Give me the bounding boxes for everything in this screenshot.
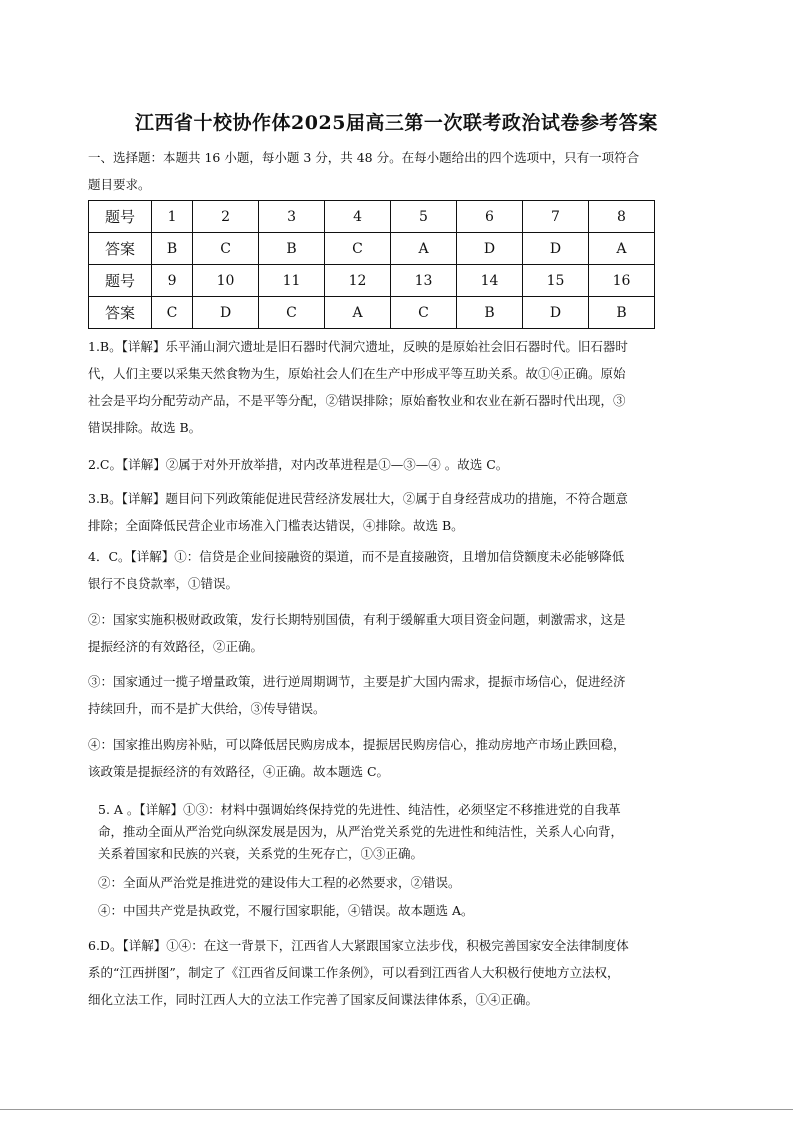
page-title: 江西省十校协作体2025届高三第一次联考政治试卷参考答案 xyxy=(135,112,658,134)
table-cell: C xyxy=(325,233,391,265)
table-row xyxy=(89,233,655,265)
table-cell: 13 xyxy=(391,265,457,297)
row-label: 题号 xyxy=(89,265,152,297)
text-line: 题目要求。 xyxy=(88,177,151,192)
table-cell: 11 xyxy=(259,265,325,297)
table-cell: B xyxy=(588,297,654,329)
explanation-q5-point2 xyxy=(98,872,703,894)
table-cell: C xyxy=(193,233,259,265)
text-line: 系的“江西拼图”，制定了《江西省反间谍工作条例》，可以看到江西省人大积极行使地方立法权， xyxy=(88,965,620,980)
text-line: ④：国家推出购房补贴，可以降低居民购房成本，提振居民购房信心，推动房地产市场止跌回稳， xyxy=(88,737,626,752)
table-cell: D xyxy=(522,297,588,329)
explanation-q5-point3 xyxy=(98,900,703,922)
answer-table xyxy=(88,200,655,329)
text-line: 关系着国家和民族的兴衰，关系党的生死存亡，①③正确。 xyxy=(98,846,424,861)
text-line: 6.D。【详解】①④：在这一背景下，江西省人大紧跟国家立法步伐，积极完善国家安全法律制度体 xyxy=(88,938,629,953)
explanation-q1 xyxy=(88,333,708,441)
text-line: 3.B。【详解】题目问下列政策能促进民营经济发展壮大，②属于自身经营成功的措施，不符合题意 xyxy=(88,491,628,506)
text-line: 错误排除。故选 B。 xyxy=(88,420,202,435)
text-line: 持续回升，而不是扩大供给，③传导错误。 xyxy=(88,701,326,716)
row-label: 答案 xyxy=(89,233,152,265)
explanation-q4-point4 xyxy=(88,731,708,785)
table-cell: B xyxy=(457,297,523,329)
row-label: 答案 xyxy=(89,297,152,329)
table-cell: D xyxy=(522,233,588,265)
table-cell: 16 xyxy=(588,265,654,297)
table-row xyxy=(89,297,655,329)
text-line: 该政策是提振经济的有效路径，④正确。故本题选 C。 xyxy=(88,764,390,779)
text-line: 4．C。【详解】①：信贷是企业间接融资的渠道，而不是直接融资，且增加信贷额度未必能够降低 xyxy=(88,549,625,564)
text-line: ②：国家实施积极财政政策，发行长期特别国债，有利于缓解重大项目资金问题，刺激需求，这是 xyxy=(88,612,626,627)
explanation-q6 xyxy=(88,932,708,1013)
table-cell: 3 xyxy=(259,201,325,233)
table-cell: 14 xyxy=(457,265,523,297)
explanation-q4 xyxy=(88,543,708,597)
text-line: ③：国家通过一揽子增量政策，进行逆周期调节，主要是扩大国内需求，提振市场信心，促进经济 xyxy=(88,674,626,689)
text-line: 银行不良贷款率，①错误。 xyxy=(88,576,239,591)
text-line: 排除；全面降低民营企业市场准入门槛表达错误，④排除。故选 B。 xyxy=(88,518,464,533)
text-line: 5. A 。【详解】①③：材料中强调始终保持党的先进性、纯洁性，必须坚定不移推进党的自我革 xyxy=(98,802,621,817)
section-heading xyxy=(88,144,708,198)
text-line: 命，推动全面从严治党向纵深发展是因为，从严治党关系党的先进性和纯洁性，关系人心向背， xyxy=(98,824,624,839)
explanation-q4-point2 xyxy=(88,606,708,660)
text-line: 细化立法工作，同时江西人大的立法工作完善了国家反间谍法律体系，①④正确。 xyxy=(88,992,539,1007)
table-cell: C xyxy=(391,297,457,329)
explanation-q2 xyxy=(88,451,708,478)
table-cell: 5 xyxy=(391,201,457,233)
text-line: 一、选择题：本题共 16 小题，每小题 3 分，共 48 分。在每小题给出的四个选项中，只有一项符合 xyxy=(88,150,640,165)
table-cell: 1 xyxy=(152,201,193,233)
table-cell: 4 xyxy=(325,201,391,233)
text-line: ②：全面从严治党是推进党的建设伟大工程的必然要求，②错误。 xyxy=(98,875,461,890)
table-row xyxy=(89,265,655,297)
table-cell: 15 xyxy=(522,265,588,297)
text-line: 提振经济的有效路径，②正确。 xyxy=(88,639,264,654)
table-cell: 10 xyxy=(193,265,259,297)
table-cell: B xyxy=(152,233,193,265)
explanation-q5 xyxy=(98,799,703,865)
table-cell: A xyxy=(325,297,391,329)
table-cell: B xyxy=(259,233,325,265)
table-cell: 8 xyxy=(588,201,654,233)
table-cell: 12 xyxy=(325,265,391,297)
table-cell: A xyxy=(588,233,654,265)
explanation-q4-point3 xyxy=(88,668,708,722)
text-line: 代，人们主要以采集天然食物为生，原始社会人们在生产中形成平等互助关系。故①④正确。原始 xyxy=(88,366,626,381)
table-cell: D xyxy=(457,233,523,265)
table-cell: 2 xyxy=(193,201,259,233)
table-cell: C xyxy=(259,297,325,329)
table-cell: D xyxy=(193,297,259,329)
explanation-q3 xyxy=(88,485,708,539)
text-line: 1.B。【详解】乐平涌山洞穴遗址是旧石器时代洞穴遗址，反映的是原始社会旧石器时代。旧石器时 xyxy=(88,339,628,354)
table-row xyxy=(89,201,655,233)
table-cell: 6 xyxy=(457,201,523,233)
table-cell: A xyxy=(391,233,457,265)
text-line: 社会是平均分配劳动产品，不是平等分配，②错误排除；原始畜牧业和农业在新石器时代出现，③ xyxy=(88,393,626,408)
text-line: ④：中国共产党是执政党，不履行国家职能，④错误。故本题选 A。 xyxy=(98,903,474,918)
table-cell: 7 xyxy=(522,201,588,233)
row-label: 题号 xyxy=(89,201,152,233)
table-cell: C xyxy=(152,297,193,329)
text-line: 2.C。【详解】②属于对外开放举措，对内改革进程是①—③—④ 。故选 C。 xyxy=(88,457,509,472)
footer-divider xyxy=(0,1109,793,1110)
table-cell: 9 xyxy=(152,265,193,297)
